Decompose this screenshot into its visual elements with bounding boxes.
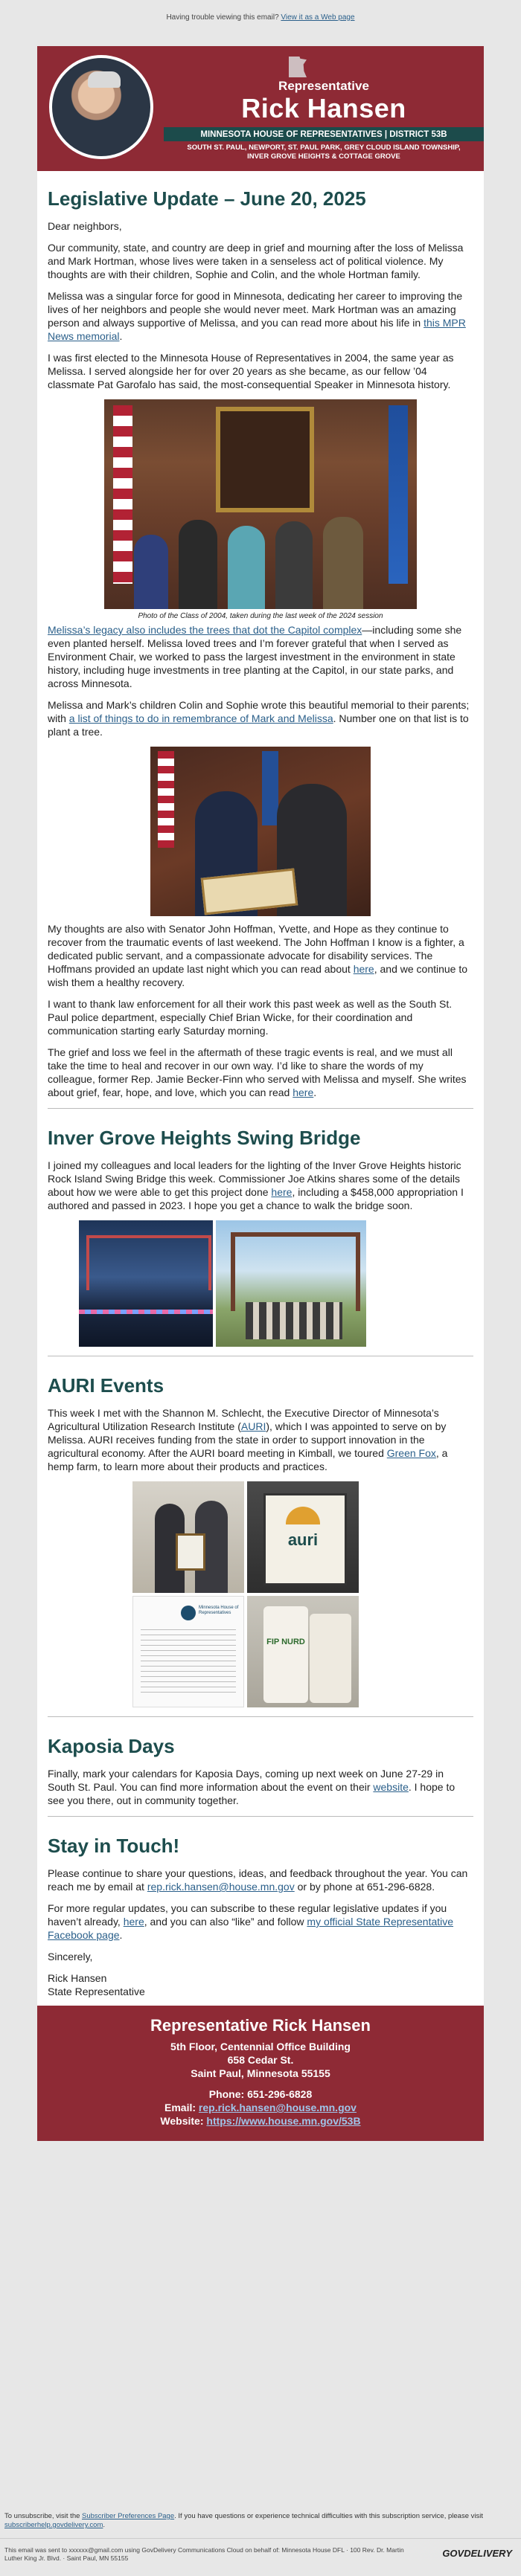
newsletter-header [37,46,484,171]
footer-address-2: 658 Cedar St. [227,2054,294,2066]
capitol-trees-link[interactable]: Melissa’s legacy also includes the trees that dot the Capitol complex [48,624,362,636]
paragraph-class-2004: I was first elected to the Minnesota House of Representatives in 2004, the same year as Melissa. I served alongside her for over 20 years as she became, as our fellow ’04 classmate Pat Garofalo has said, the most-consequential Speaker in Minnesota history. [48,352,454,390]
rep-portrait-avatar [49,55,153,159]
paragraph-auri: This week I met with the Shannon M. Schlecht, the Executive Director of Minnesota’s Agricultural Utilization Research Institute (AURI), which I was appointed to serve on by Melissa. AURI receives funding from the state in order to support innovation in the agricultural economy. After the AURI board meeting in Kimball, we toured Green Fox, a hemp farm, to learn more about their products and practices. [48,1407,448,1472]
header-rep-name: Rick Hansen [241,93,406,123]
paragraph-bridge: I joined my colleagues and local leaders for the lighting of the Inver Grove Heights historic Rock Island Swing Bridge this week. Commissioner Joe Atkins shares some of the details about how we were able to get this project done here, including a $458,000 appropriation I authored and passed in 2023. I hope you get a chance to walk the bridge soon. [48,1159,464,1211]
bridge-group-photo [216,1220,366,1347]
bridge-night-photo [79,1220,213,1347]
letter-org-label: Minnesota House of Representatives [199,1606,239,1615]
flag-icon [158,751,174,848]
auri-title: AURI Events [48,1374,164,1397]
footer-contact-box [37,2006,484,2141]
unsubscribe-note: To unsubscribe, visit the Subscriber Preferences Page. If you have questions or experience technical difficulties with this subscription service, please visit subscriberhelp.govdelivery.com. [4,2512,483,2529]
facebook-page-link[interactable]: my official State Representative Facebook page [48,1916,454,1941]
divider [48,1108,473,1109]
update-title: Legislative Update – June 20, 2025 [48,187,366,210]
paragraph-contact: Please continue to share your questions, ideas, and feedback throughout the year. You can reach me by email at rep.rick.hansen@house.mn.gov or by phone at 651-296-6828. [48,1867,468,1893]
cities-line-1: SOUTH ST. PAUL, NEWPORT, ST. PAUL PARK, GREY CLOUD ISLAND TOWNSHIP, [187,144,461,152]
subscriber-preferences-link[interactable]: Subscriber Preferences Page [82,2512,175,2520]
sincerely: Sincerely, [48,1951,93,1962]
auri-logo: auri [287,1530,319,1549]
email-link[interactable]: rep.rick.hansen@house.mn.gov [147,1881,295,1893]
footer-email-link[interactable]: rep.rick.hansen@house.mn.gov [198,2102,357,2113]
webview-note-text: Having trouble viewing this email? [166,13,279,22]
bridge-title: Inver Grove Heights Swing Bridge [48,1127,361,1149]
paragraph-kaposia: Finally, mark your calendars for Kaposia Days, coming up next week on June 27-29 in South St. Paul. You can find more information about the event on their website. I hope to see you there, out in community together. [48,1768,456,1806]
photo-caption: Photo of the Class of 2004, taken during the last week of the 2024 session [138,612,383,620]
signature-name: Rick Hansen [48,1972,107,1984]
email-body [37,46,484,2141]
kaposia-website-link[interactable]: website [373,1781,409,1793]
auri-award-photo [132,1481,244,1593]
signing-photo [150,747,371,916]
header-rep-label: Representative [278,79,369,93]
govdelivery-logo[interactable]: GOVDELIVERY [442,2548,512,2559]
paragraph-law-enforcement: I want to thank law enforcement for all their work this past week as well as the South St. Paul police department, especially Chief Brian Wicke, for their coordination and communication starting early Saturday morning. [48,998,453,1037]
auri-hemp-bag-photo [247,1596,359,1707]
delivery-footer [0,2538,521,2576]
district-band: MINNESOTA HOUSE OF REPRESENTATIVES | DISTRICT 53B [164,127,484,141]
minnesota-state-icon [289,57,307,77]
paragraph-hoffman: My thoughts are also with Senator John Hoffman, Yvette, and Hope as they continue to recover from the traumatic events of last weekend. The John Hoffman I know is a fighter, a dedicated public servant, and a compassionate advocate for disability services. The Hoffmans provided an update last night which you can read about here, and we continue to wish them a healthy recovery. [48,923,468,988]
paragraph-subscribe: For more regular updates, you can subscribe to these regular legislative updates if you haven’t already, here, and you can also “like” and follow my official State Representative Facebook page. [48,1902,454,1941]
cities-line-2: INVER GROVE HEIGHTS & COTTAGE GROVE [247,152,400,161]
becker-finn-link[interactable]: here [293,1086,314,1098]
paragraph-trees: Melissa’s legacy also includes the trees that dot the Capitol complex—including some she even planted herself. Melissa loved trees and I’m forever grateful that when I served as Environment Chair, we worked to pass the largest investment in the environment in state history, including huge investments in tree planting at the Capitol, in our state parks, and across Minnesota. [48,624,462,689]
bridge-details-link[interactable]: here [271,1186,293,1198]
remembrance-list-link[interactable]: a list of things to do in remembrance of Mark and Melissa [68,712,333,724]
painting [216,407,314,512]
webview-note [0,0,521,34]
paragraph-grief: Our community, state, and country are deep in grief and mourning after the loss of Melissa and Mark Hortman, whose lives were taken in a senseless act of political violence. My thoughts are with their children, Sophie and Colin, and the whole Hortman family. [48,242,464,280]
divider-3 [48,1716,473,1717]
auri-letter-photo [132,1596,244,1707]
hemp-bag-label: FIP NURD [266,1638,305,1646]
footer-title: Representative Rick Hansen [150,2016,371,2035]
flag-icon-2 [262,751,278,825]
footer-phone: Phone: 651-296-6828 [208,2088,313,2100]
district-cities [164,144,484,161]
kaposia-title: Kaposia Days [48,1735,175,1757]
paragraph-grief-words: The grief and loss we feel in the aftermath of these tragic events is real, and we must all take the time to heal and recover in our own way. I’d like to share the words of my colleague, former Rep. Jamie Becker-Finn who served with Melissa and myself. She writes about grief, fear, hope, and love, which you can read here. [48,1046,467,1098]
hoffman-update-link[interactable]: here [353,963,374,975]
divider-4 [48,1816,473,1817]
greeting: Dear neighbors, [48,220,122,232]
bridge-photos [48,1220,473,1347]
subscriber-help-link[interactable]: subscriberhelp.govdelivery.com [4,2521,103,2529]
signature-title: State Representative [48,1986,145,1997]
auri-photo-grid [48,1481,473,1707]
class-2004-photo [104,399,417,609]
webview-link[interactable]: View it as a Web page [281,13,355,22]
touch-title: Stay in Touch! [48,1835,180,1857]
signature [48,1971,473,1998]
auri-sign-photo [247,1481,359,1593]
flag-right-icon [389,405,408,584]
footer-address-3: Saint Paul, Minnesota 55155 [191,2067,330,2079]
footer-website: Website: https://www.house.mn.gov/53B [160,2115,361,2127]
footer-email: Email: rep.rick.hansen@house.mn.gov [164,2102,357,2113]
flag-left-icon [113,405,132,584]
people-group [134,512,387,609]
paragraph-memorial: Melissa and Mark’s children Colin and Sophie wrote this beautiful memorial to their parents; with a list of things to do in remembrance of Mark and Melissa. Number one on that list is to plant a tree. [48,699,470,738]
green-fox-link[interactable]: Green Fox [386,1447,436,1459]
auri-link[interactable]: AURI [240,1420,266,1432]
subscribe-link[interactable]: here [123,1916,144,1928]
delivery-footer-text: This email was sent to xxxxxx@gmail.com using GovDelivery Communications Cloud on behalf of: Minnesota House DFL · 100 Rev. Dr. Martin Luther King Jr. Blvd. · Saint Paul, MN 55155 [4,2546,404,2562]
paragraph-melissa: Melissa was a singular force for good in Minnesota, dedicating her career to improving the lives of her neighbors and people she would never meet. Mark Hortman was an amazing person and always supportive of Melissa, and you can read more about his life in this MPR News memorial. [48,290,466,342]
house-seal-icon [181,1606,196,1620]
footer-address-1: 5th Floor, Centennial Office Building [170,2041,351,2052]
mpr-memorial-link[interactable]: this MPR News memorial [48,317,466,342]
footer-website-link[interactable]: https://www.house.mn.gov/53B [206,2115,361,2127]
